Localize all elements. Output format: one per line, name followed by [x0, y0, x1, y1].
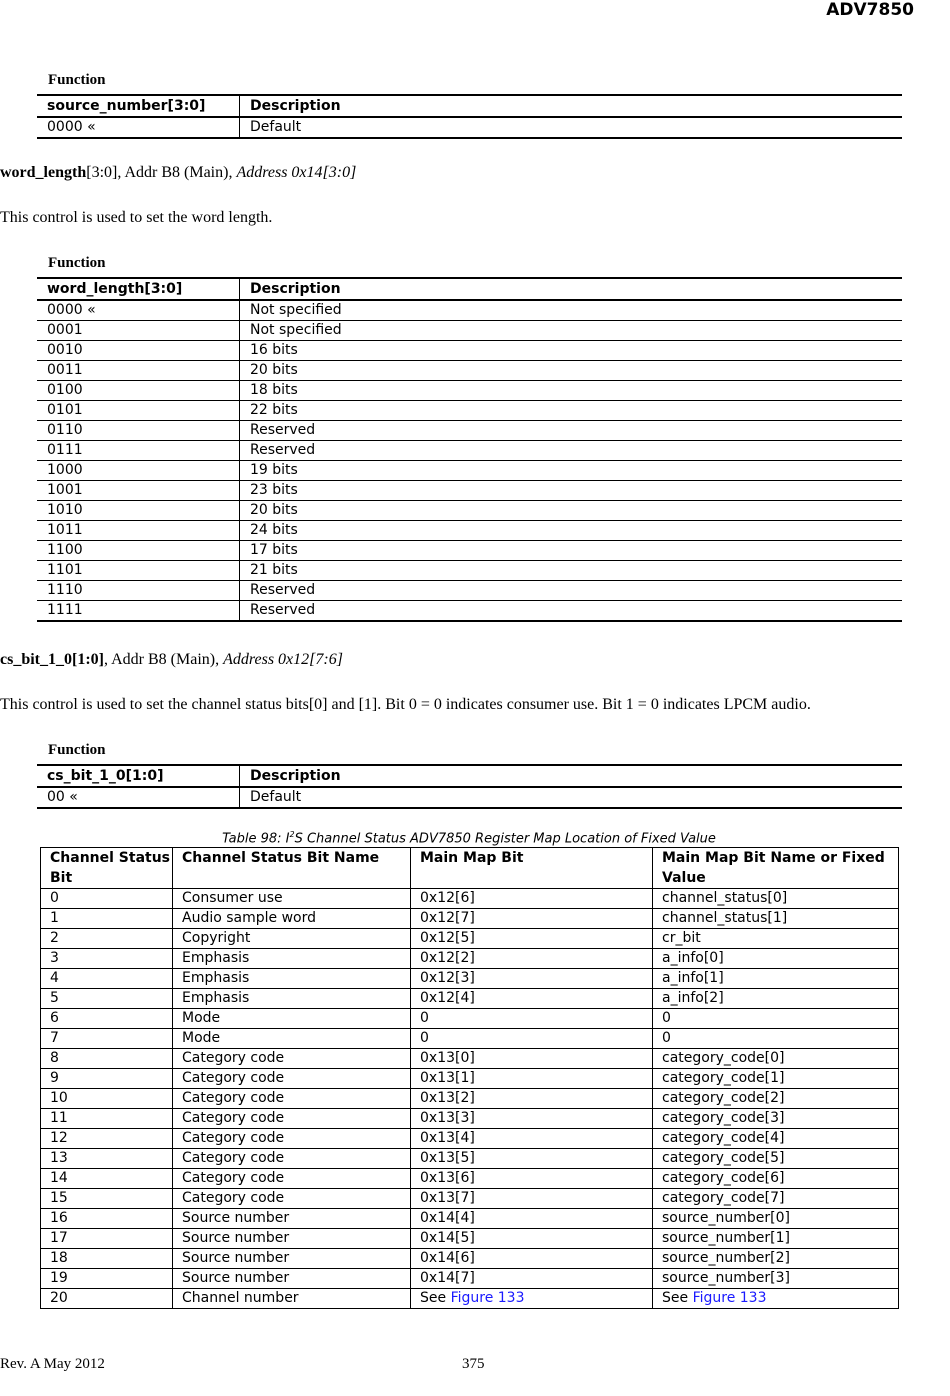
table-cell: Reserved: [240, 421, 903, 441]
table-row: [37, 601, 902, 622]
table-cell: Category code: [173, 1129, 411, 1149]
register-location: , Addr B8 (Main),: [103, 651, 224, 668]
figure-link[interactable]: Figure 133: [450, 1290, 525, 1306]
table-row: [37, 787, 902, 808]
table-cell: Emphasis: [173, 989, 411, 1009]
function-label: Function: [48, 72, 106, 88]
table-cell: 0x14[4]: [411, 1209, 653, 1229]
table-cell: 16 bits: [240, 341, 903, 361]
table-cell: [653, 1289, 899, 1309]
table-row: [41, 949, 899, 969]
register-heading-cs-bit: [0, 651, 343, 669]
table-row: [37, 321, 902, 341]
table-cell: 7: [41, 1029, 173, 1049]
table-row: [41, 969, 899, 989]
cs-bit-table: [37, 764, 902, 809]
table-cell: Reserved: [240, 441, 903, 461]
register-address: Address 0x12[7:6]: [223, 651, 343, 668]
table-cell: cr_bit: [653, 929, 899, 949]
table-cell: Default: [240, 787, 903, 808]
table-cell: 18 bits: [240, 381, 903, 401]
table-cell: Category code: [173, 1109, 411, 1129]
table-cell: category_code[5]: [653, 1149, 899, 1169]
register-location: , Addr B8 (Main),: [117, 164, 237, 181]
table-cell: 23 bits: [240, 481, 903, 501]
table-row: [41, 1289, 899, 1309]
table-cell: Not specified: [240, 300, 903, 321]
table-cell: 0x13[7]: [411, 1189, 653, 1209]
table-cell: category_code[4]: [653, 1129, 899, 1149]
table-cell: 0x13[0]: [411, 1049, 653, 1069]
table-cell: 1100: [37, 541, 240, 561]
column-header: Description: [240, 765, 903, 787]
register-description: This control is used to set the word length.: [0, 209, 273, 226]
table-caption: [0, 830, 938, 846]
table-cell: 0: [653, 1029, 899, 1049]
figure-link[interactable]: Figure 133: [692, 1290, 767, 1306]
table-cell: 5: [41, 989, 173, 1009]
see-text: See: [420, 1290, 451, 1306]
table-cell: 1000: [37, 461, 240, 481]
table-cell: Category code: [173, 1089, 411, 1109]
table-cell: 1101: [37, 561, 240, 581]
table-row: [37, 561, 902, 581]
table-cell: Source number: [173, 1269, 411, 1289]
table-cell: 6: [41, 1009, 173, 1029]
table-cell: source_number[3]: [653, 1269, 899, 1289]
table-cell: 17 bits: [240, 541, 903, 561]
table-cell: 20: [41, 1289, 173, 1309]
register-name: cs_bit_1_0: [0, 651, 72, 668]
table-row: [37, 361, 902, 381]
table-cell: category_code[3]: [653, 1109, 899, 1129]
table-cell: 0x14[7]: [411, 1269, 653, 1289]
column-header: Description: [240, 278, 903, 300]
document-id: ADV7850: [826, 0, 914, 20]
table-row: [41, 1029, 899, 1049]
table-cell: 1010: [37, 501, 240, 521]
register-bits: [1:0]: [72, 651, 104, 668]
table-row: [37, 481, 902, 501]
table-row: [41, 1009, 899, 1029]
table-cell: 0x12[3]: [411, 969, 653, 989]
table-cell: 8: [41, 1049, 173, 1069]
column-header: Description: [240, 95, 903, 117]
table-row: [37, 501, 902, 521]
table-cell: 19: [41, 1269, 173, 1289]
table-cell: 13: [41, 1149, 173, 1169]
function-label: Function: [48, 742, 106, 758]
table-cell: 0110: [37, 421, 240, 441]
table-row: [41, 1249, 899, 1269]
column-header: Channel Status Bit Name: [173, 848, 411, 889]
table-cell: 1110: [37, 581, 240, 601]
table-cell: category_code[2]: [653, 1089, 899, 1109]
table-cell: Emphasis: [173, 969, 411, 989]
table-row: [41, 1169, 899, 1189]
page-number: 375: [462, 1356, 485, 1372]
caption-prefix: Table 98: I: [222, 831, 290, 847]
table-cell: 1011: [37, 521, 240, 541]
table-cell: source_number[0]: [653, 1209, 899, 1229]
table-cell: Category code: [173, 1169, 411, 1189]
function-label: Function: [48, 255, 106, 271]
register-bits: [3:0]: [86, 164, 118, 181]
table-row: [41, 1069, 899, 1089]
table-cell: 0: [41, 889, 173, 909]
table-cell: 0100: [37, 381, 240, 401]
table-cell: Source number: [173, 1209, 411, 1229]
table-cell: 0111: [37, 441, 240, 461]
revision-date: Rev. A May 2012: [0, 1356, 105, 1372]
table-row: [37, 117, 902, 138]
table-cell: 22 bits: [240, 401, 903, 421]
table-cell: 1: [41, 909, 173, 929]
table-row: [41, 929, 899, 949]
table-row: [37, 541, 902, 561]
table-cell: 0: [653, 1009, 899, 1029]
table-cell: 0101: [37, 401, 240, 421]
table-cell: 1001: [37, 481, 240, 501]
table-cell: [411, 1289, 653, 1309]
table-cell: 17: [41, 1229, 173, 1249]
table-cell: 19 bits: [240, 461, 903, 481]
table-cell: 1111: [37, 601, 240, 622]
table-cell: 0x13[3]: [411, 1109, 653, 1129]
table-cell: 20 bits: [240, 501, 903, 521]
register-description: This control is used to set the channel status bits[0] and [1]. Bit 0 = 0 indicates consumer use. Bit 1 = 0 indicates LPCM audio.: [0, 696, 811, 713]
table-row: [37, 441, 902, 461]
table-cell: 15: [41, 1189, 173, 1209]
table-cell: Default: [240, 117, 903, 138]
table-row: [41, 1109, 899, 1129]
table-cell: Emphasis: [173, 949, 411, 969]
table-row: [37, 521, 902, 541]
table-cell: 3: [41, 949, 173, 969]
table-cell: a_info[0]: [653, 949, 899, 969]
table-cell: 0001: [37, 321, 240, 341]
table-row: [41, 1129, 899, 1149]
table-cell: 0x14[5]: [411, 1229, 653, 1249]
table-row: [41, 1209, 899, 1229]
table-cell: Category code: [173, 1189, 411, 1209]
table-cell: 0x12[2]: [411, 949, 653, 969]
table-cell: channel_status[0]: [653, 889, 899, 909]
table-cell: Copyright: [173, 929, 411, 949]
table-cell: 0010: [37, 341, 240, 361]
table-cell: 11: [41, 1109, 173, 1129]
table-cell: 0011: [37, 361, 240, 381]
table-row: [37, 461, 902, 481]
table-cell: Mode: [173, 1029, 411, 1049]
table-cell: Mode: [173, 1009, 411, 1029]
table-cell: 20 bits: [240, 361, 903, 381]
table-cell: category_code[0]: [653, 1049, 899, 1069]
table-cell: source_number[1]: [653, 1229, 899, 1249]
table-cell: Audio sample word: [173, 909, 411, 929]
table-cell: Category code: [173, 1049, 411, 1069]
table-cell: Channel number: [173, 1289, 411, 1309]
table-row: [41, 1049, 899, 1069]
table-row: [41, 989, 899, 1009]
table-cell: 0x13[5]: [411, 1149, 653, 1169]
table-cell: 4: [41, 969, 173, 989]
table-cell: 24 bits: [240, 521, 903, 541]
table-row: [37, 341, 902, 361]
table-row: [37, 300, 902, 321]
word-length-table: [37, 277, 902, 622]
table-row: [41, 909, 899, 929]
table-cell: 0x12[7]: [411, 909, 653, 929]
column-header: word_length[3:0]: [37, 278, 240, 300]
table-cell: 0x12[5]: [411, 929, 653, 949]
table-cell: category_code[6]: [653, 1169, 899, 1189]
column-header: cs_bit_1_0[1:0]: [37, 765, 240, 787]
table-cell: 0: [411, 1009, 653, 1029]
table-row: [37, 581, 902, 601]
channel-status-table: [40, 847, 899, 1309]
table-cell: 18: [41, 1249, 173, 1269]
column-header: Channel Status Bit: [41, 848, 173, 889]
table-cell: 12: [41, 1129, 173, 1149]
table-cell: 16: [41, 1209, 173, 1229]
table-cell: source_number[2]: [653, 1249, 899, 1269]
see-text: See: [662, 1290, 693, 1306]
table-row: [41, 1189, 899, 1209]
table-cell: Consumer use: [173, 889, 411, 909]
column-header: Main Map Bit Name or Fixed Value: [653, 848, 899, 889]
table-cell: 14: [41, 1169, 173, 1189]
table-cell: 0x13[2]: [411, 1089, 653, 1109]
caption-text: S Channel Status ADV7850 Register Map Location of Fixed Value: [294, 831, 716, 847]
table-cell: 00 «: [37, 787, 240, 808]
table-row: [37, 401, 902, 421]
table-cell: 0x14[6]: [411, 1249, 653, 1269]
table-cell: category_code[7]: [653, 1189, 899, 1209]
table-row: [41, 889, 899, 909]
table-cell: 0x12[6]: [411, 889, 653, 909]
table-cell: Source number: [173, 1249, 411, 1269]
table-row: [41, 1149, 899, 1169]
column-header: source_number[3:0]: [37, 95, 240, 117]
table-cell: 0000 «: [37, 117, 240, 138]
table-cell: Category code: [173, 1149, 411, 1169]
table-row: [41, 1269, 899, 1289]
table-row: [37, 381, 902, 401]
table-cell: 0000 «: [37, 300, 240, 321]
table-cell: 0x12[4]: [411, 989, 653, 1009]
table-row: [37, 421, 902, 441]
table-cell: a_info[1]: [653, 969, 899, 989]
register-name: word_length: [0, 164, 87, 181]
table-cell: 10: [41, 1089, 173, 1109]
register-address: Address 0x14[3:0]: [236, 164, 357, 181]
column-header: Main Map Bit: [411, 848, 653, 889]
source-number-table: [37, 94, 902, 139]
table-cell: a_info[2]: [653, 989, 899, 1009]
table-cell: channel_status[1]: [653, 909, 899, 929]
table-cell: 0x13[4]: [411, 1129, 653, 1149]
table-row: [41, 1089, 899, 1109]
register-heading-word-length: [0, 164, 356, 182]
table-cell: Reserved: [240, 601, 903, 622]
table-cell: 0: [411, 1029, 653, 1049]
table-cell: category_code[1]: [653, 1069, 899, 1089]
table-cell: 0x13[1]: [411, 1069, 653, 1089]
table-cell: 9: [41, 1069, 173, 1089]
table-cell: Category code: [173, 1069, 411, 1089]
table-row: [41, 1229, 899, 1249]
table-cell: 21 bits: [240, 561, 903, 581]
table-cell: Reserved: [240, 581, 903, 601]
table-cell: Not specified: [240, 321, 903, 341]
table-cell: Source number: [173, 1229, 411, 1249]
table-cell: 2: [41, 929, 173, 949]
caption-superscript: 2: [289, 830, 295, 839]
table-cell: 0x13[6]: [411, 1169, 653, 1189]
